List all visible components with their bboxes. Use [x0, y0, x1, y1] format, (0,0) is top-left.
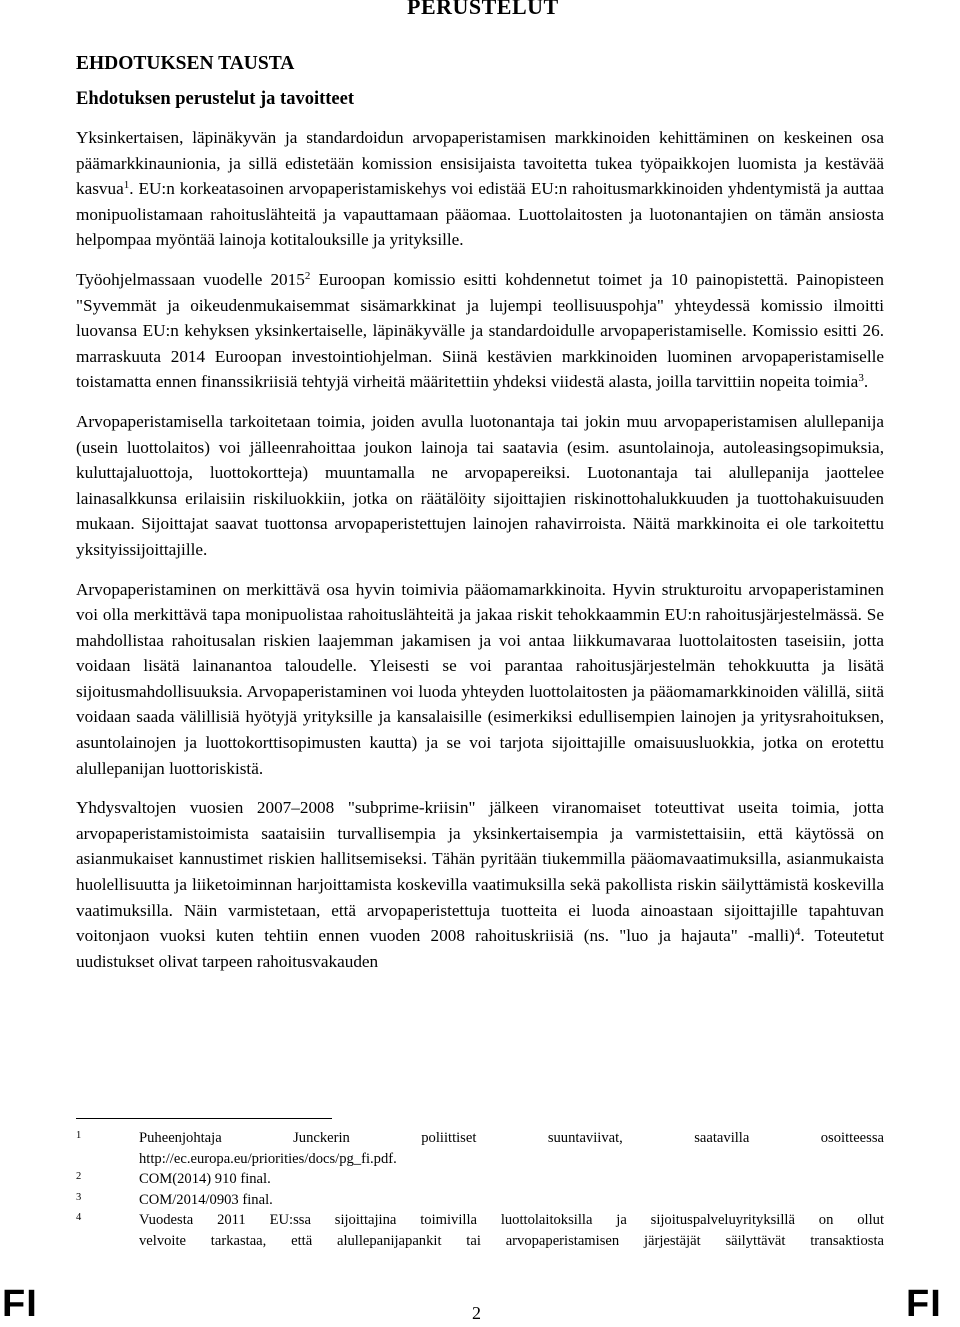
footnote-number: 4	[76, 1212, 82, 1223]
footnotes	[76, 1128, 884, 1251]
paragraph-4: Arvopaperistaminen on merkittävä osa hyvin toimivia pääomamarkkinoita. Hyvin strukturoitu arvopaperistaminen voi olla merkittävä tapa monipuolistaa rahoituslähteitä ja jakaa riskit tehokkaammin EU:n rahoitusjärjestelmässä. Se mahdollistaa rahoitusalan riskien laajemman jakamisen ja voi antaa liikkumavaraa luottolaitosten taseisiin, jotta voidaan lisätä lainanantoa taloudelle. Yleisesti se voi parantaa rahoitusjärjestelmän tehokkuutta ja lisätä sijoitusmahdollisuuksia. Arvopaperistaminen voi luoda yhteyden luottolaitosten ja pääomamarkkinoiden välillä, siitä voidaan saada välillisiä hyötyjä yrityksille ja kansalaisille (esimerkiksi edullisempien lainojen ja yritysrahoituksen, asuntolainojen ja luottokorttisopimusten kautta) ja se voi tarjota sijoittajille omaisuusluokkia, jotka on erotettu alullepanijan luottoriskistä.	[76, 579, 884, 778]
paragraph-1-text-b: . EU:n korkeatasoinen arvopaperistamiskehys voi edistää EU:n rahoitusmarkkinoiden yhdentymistä ja auttaa monipuolistamaan rahoituslähteitä ja vapauttamaan pääomaa. Luottolaitosten ja luotonantajien on tämän ansiosta helpompaa myöntää lainoja kotitalouksille ja yrityksille.	[76, 179, 884, 250]
page-number: 2	[472, 1303, 481, 1323]
footnote-ref-2[interactable]: 2	[304, 269, 311, 282]
footnote-4-line-1: Vuodesta 2011 EU:ssa sijoittajina toimivilla luottolaitoksilla ja sijoituspalveluyrityksillä on ollut	[139, 1212, 884, 1228]
paragraph-5	[76, 795, 884, 974]
footnote-3-text: COM/2014/0903 final.	[139, 1191, 273, 1208]
footnote-1-line-1: Puheenjohtaja Junckerin poliittiset suuntaviivat, saatavilla osoitteessa	[139, 1130, 884, 1146]
paragraph-2-text-a: Työohjelmassaan vuodelle 2015	[76, 269, 305, 289]
footnote-separator	[76, 1118, 332, 1119]
document-body	[76, 50, 884, 988]
footnote-number: 2	[76, 1171, 82, 1182]
footnote-1-continued	[76, 1149, 884, 1170]
footnote-ref-1[interactable]: 1	[123, 179, 130, 192]
footnote-number: 3	[76, 1191, 82, 1203]
paragraph-3: Arvopaperistamisella tarkoitetaan toimia, joiden avulla luotonantaja tai jokin muu arvopaperistamisen alullepanija (usein luottolaitos) voi jälleenrahoittaa joukon lainoja tai saatavia (esim. asuntolainoja, autoleasingsopimuksia, kuluttajaluottoja, luottokortteja) muuntamalla ne arvopapereiksi. Luotonantaja tai alullepanija jaottelee lainasalkkunsa erilaisiin riskiluokkiin, jotka on räätälöity sijoittajien riskinottohalukkuuden ja tuottohakuisuuden mukaan. Sijoittajat saavat tuottonsa arvopaperistettujen lainojen rahavirroista. Näitä markkinoita ei ole tarkoitettu yksityissijoittajille.	[76, 411, 884, 559]
section-heading: EHDOTUKSEN TAUSTA	[76, 53, 295, 74]
paragraph-2	[76, 267, 884, 395]
footnote-4-continued	[76, 1231, 884, 1252]
footnote-4	[76, 1210, 884, 1231]
footnote-1	[76, 1128, 884, 1149]
footnote-2	[76, 1169, 884, 1190]
paragraph-2-text-b: Euroopan komissio esitti kohdennetut toimet ja 10 painopistettä. Painopisteen "Syvemmät ja oikeudenmukaisemmat sisämarkkinat ja lujempi teollisuuspohja" yhteydessä komissio ilmoitti luovansa EU:n kehyksen yksinkertaiselle, läpinäkyvälle ja standardoidulle arvopaperistamiselle. Komissio esitti 26. marraskuuta 2014 Euroopan investointiohjelman. Siinä kestävien markkinoiden luominen arvopaperistamiselle toistamatta ennen finanssikriisiä tehtyjä virheitä määritettiin yhdeksi viidestä alasta, joilla tarvittiin nopeita toimia	[76, 269, 884, 392]
footnote-3	[76, 1190, 884, 1211]
paragraph-2-text-c: .	[863, 372, 869, 392]
footnote-1-link[interactable]: http://ec.europa.eu/priorities/docs/pg_fi.pdf.	[139, 1150, 397, 1167]
language-code-right: FI	[906, 1283, 942, 1325]
footnote-4-line-2: velvoite tarkastaa, että alullepanijapankit tai arvopaperistamisen järjestäjät säilyttävät transaktiosta	[139, 1232, 884, 1249]
paragraph-5-text-b: . Toteutetut uudistukset olivat tarpeen rahoitusvakauden	[76, 926, 884, 971]
footnote-ref-4[interactable]: 4	[794, 926, 801, 939]
section-subheading: Ehdotuksen perustelut ja tavoitteet	[76, 89, 355, 109]
document-header-title: PERUSTELUT	[407, 0, 559, 19]
footnote-2-text: COM(2014) 910 final.	[139, 1171, 271, 1187]
footnote-number: 1	[76, 1130, 82, 1141]
paragraph-1	[76, 125, 884, 253]
paragraph-5-text-a: Yhdysvaltojen vuosien 2007–2008 "subprime-kriisin" jälkeen viranomaiset toteuttivat useita toimia, jotta arvopaperistamistoimista saataisiin turvallisempia ja yksinkertaisempia ja varmistettaisiin, että käytössä on asianmukaiset kannustimet riskien hallitsemiseksi. Tähän pyritään tiukemmilla pääomavaatimuksilla, asianmukaista huolellisuutta ja liiketoiminnan harjoittamista koskevilla vaatimuksilla sekä pakollista riskin säilyttämistä koskevilla vaatimuksilla. Näin varmistetaan, että arvopaperistettuja tuotteita ei luoda ainoastaan sijoittajille tapahtuvan voitonjaon vuoksi kuten tehtiin ennen vuoden 2008 rahoituskriisiä (ns. "luo ja hajauta" -malli)	[76, 798, 884, 946]
footnote-ref-3[interactable]: 3	[858, 372, 864, 385]
paragraph-1-text-a: Yksinkertaisen, läpinäkyvän ja standardoidun arvopaperistamisen markkinoiden kehittäminen on keskeinen osa päämarkkinaunionia, ja sillä edistetään komission ensisijaista tavoitetta tukea työpaikkojen luomista ja kestävää kasvua	[76, 128, 884, 199]
language-code-left: FI	[2, 1283, 38, 1325]
